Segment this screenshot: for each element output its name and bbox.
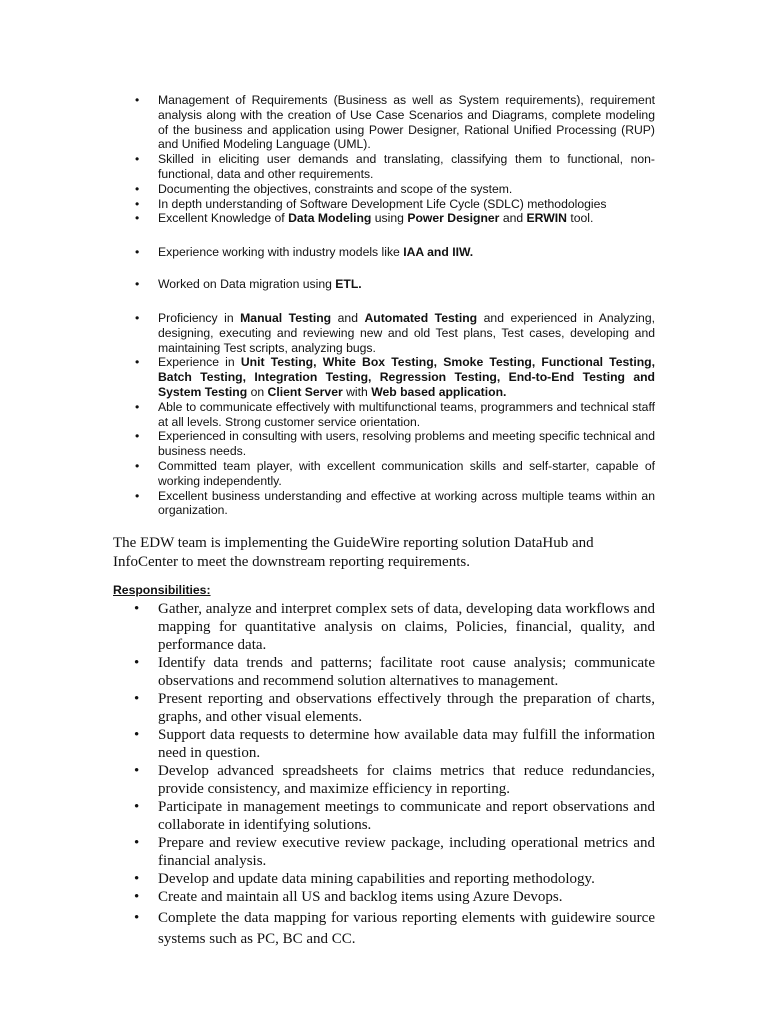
list-item: • Support data requests to determine how available data may fulfill the information need in question. — [158, 726, 655, 762]
bold-term: Power Designer — [407, 211, 500, 226]
list-item: • Skilled in eliciting user demands and translating, classifying them to functional, non-functional, data and other requirements. — [158, 152, 655, 182]
text: Proficiency in — [158, 311, 241, 325]
text: on — [247, 384, 268, 399]
list-item: • Create and maintain all US and backlog items using Azure Devops. — [158, 888, 655, 906]
text: Experience in — [158, 355, 241, 370]
skills-list-testing — [158, 311, 655, 518]
bold-term: Automated Testing — [364, 311, 478, 325]
list-item: • Documenting the objectives, constraints and scope of the system. — [158, 182, 655, 197]
responsibilities-heading: Responsibilities: — [113, 583, 211, 597]
list-item: • Experienced in consulting with users, resolving problems and meeting specific technical and business needs. — [158, 429, 655, 459]
list-item: • Excellent business understanding and effective at working across multiple teams within an organization. — [158, 489, 655, 519]
list-item-data-modeling — [158, 211, 655, 226]
bold-term: IAA and IIW. — [403, 245, 474, 259]
text: tool. — [566, 211, 594, 226]
list-item: • Present reporting and observations effectively through the preparation of charts, graphs, and other visual elements. — [158, 690, 655, 726]
bold-term: Manual Testing — [240, 311, 332, 325]
list-item: • Participate in management meetings to communicate and report observations and collaborate in identifying solutions. — [158, 798, 655, 834]
bold-term: ETL. — [335, 277, 362, 291]
bold-term: Data Modeling — [288, 211, 372, 226]
text: Experience working with industry models like — [158, 245, 404, 259]
responsibilities-list — [158, 600, 655, 950]
skills-list-top — [158, 93, 655, 226]
list-item-testing — [158, 311, 655, 355]
text: Excellent Knowledge of — [158, 211, 289, 226]
text: using — [371, 211, 408, 226]
list-item-industry-models — [158, 245, 655, 260]
list-item-experience — [158, 355, 655, 399]
list-item: • Complete the data mapping for various reporting elements with guidewire source systems such as PC, BC and CC. — [158, 908, 655, 950]
skills-list-migration — [158, 277, 655, 292]
bold-term: ERWIN — [526, 211, 567, 226]
project-description: The EDW team is implementing the GuideWire reporting solution DataHub and InfoCenter to meet the downstream reporting requirements. — [113, 535, 594, 570]
list-item: • In depth understanding of Software Development Life Cycle (SDLC) methodologies — [158, 197, 655, 212]
list-item: • Identify data trends and patterns; facilitate root cause analysis; communicate observations and recommend solution alternatives to management. — [158, 654, 655, 690]
bold-term: Client Server — [267, 384, 343, 399]
list-item: • Develop advanced spreadsheets for claims metrics that reduce redundancies, provide consistency, and maximize efficiency in reporting. — [158, 762, 655, 798]
text: Worked on Data migration using — [158, 277, 336, 291]
text: and experienced in Analyzing, designing, executing and reviewing new and old Test plans, Test cases, developing and maintaining Test scripts, analyzing bugs. — [158, 311, 655, 355]
text: with — [342, 384, 372, 399]
text: and — [499, 211, 527, 226]
text: and — [331, 311, 365, 325]
list-item: • Prepare and review executive review package, including operational metrics and financial analysis. — [158, 834, 655, 870]
list-item: • Management of Requirements (Business as well as System requirements), requirement analysis along with the creation of Use Case Scenarios and Diagrams, complete modeling of the business and application using Power Designer, Rational Unified Processing (RUP) and Unified Modeling Language (UML). — [158, 93, 655, 152]
skills-list-industry — [158, 245, 655, 260]
list-item: • Gather, analyze and interpret complex sets of data, developing data workflows and mapping for quantitative analysis on claims, Policies, financial, quality, and performance data. — [158, 600, 655, 654]
list-item: • Able to communicate effectively with multifunctional teams, programmers and technical staff at all levels. Strong customer service orientation. — [158, 400, 655, 430]
bold-term: Unit Testing, White Box Testing, Smoke Testing, Functional Testing, Batch Testing, Integration Testing, Regression Testing, End-to-End Testing and System Testing — [158, 355, 656, 399]
list-item-migration — [158, 277, 655, 292]
list-item: • Develop and update data mining capabilities and reporting methodology. — [158, 870, 655, 888]
list-item: • Committed team player, with excellent communication skills and self-starter, capable of working independently. — [158, 459, 655, 489]
bold-term: Web based application. — [371, 384, 507, 399]
